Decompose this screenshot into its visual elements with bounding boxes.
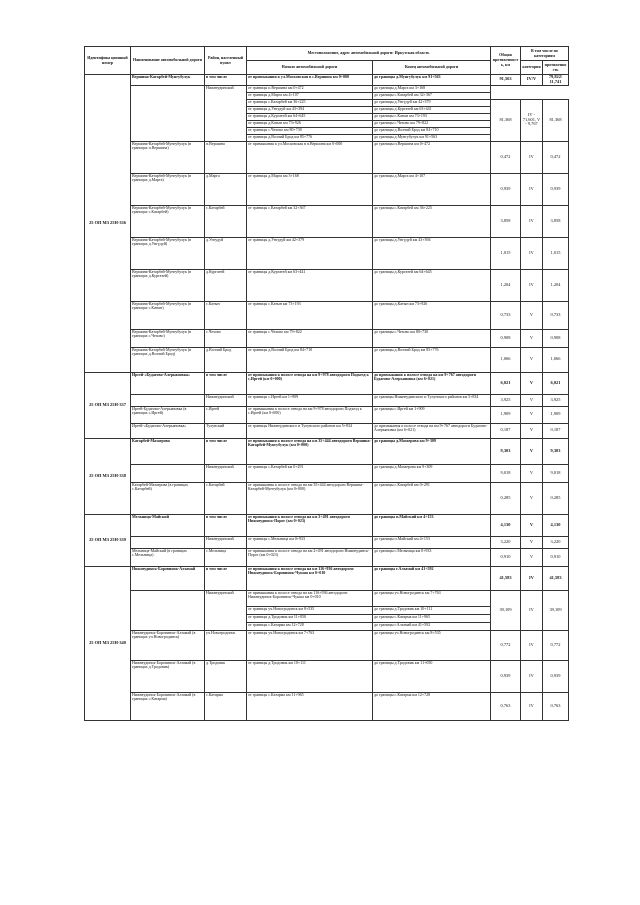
- table-row: [85, 85, 569, 92]
- header-name: Наименование автомобильной дороги: [131, 47, 205, 75]
- district: Нижнеудинский: [205, 394, 247, 406]
- district: уч.Новогродинск: [205, 630, 247, 660]
- road-name: Иргей-«Будагово-Алерьяновка»: [131, 423, 205, 438]
- table-row: [85, 394, 569, 406]
- road-end: до границы д.Марга км 4+107: [373, 173, 491, 205]
- category-length: 79,822/ 11,741: [543, 75, 569, 86]
- road-end: до границы с.Чехово км 80+730: [373, 329, 491, 347]
- table-row: [85, 269, 569, 301]
- road-start: от примыкания к полосе отвода на км 116+936 автодороги Нижнеудинск-Боровинок-Чукша км 0+010: [247, 566, 373, 590]
- road-start: от границы д.Волчий Брод км 85+776: [247, 134, 373, 141]
- category-length: 3,220: [543, 536, 569, 548]
- district: с.Чехово: [205, 329, 247, 347]
- road-id: 25 ОП МЗ 25Н-336: [85, 75, 131, 373]
- table-row: [85, 590, 569, 606]
- road-name: [131, 85, 205, 141]
- road-start: от границы с.Чехово км 80+730: [247, 127, 373, 134]
- category-length: 4,130: [543, 514, 569, 536]
- total-length: 4,130: [491, 514, 521, 536]
- road-name: [131, 464, 205, 482]
- district: д.Унгудуй: [205, 237, 247, 269]
- road-start: от примыкания к ул.Московская в п.Вершина км 0+000: [247, 141, 373, 173]
- road-id: 25 ОП МЗ 25Н-339: [85, 514, 131, 566]
- category-length: 41,583: [543, 566, 569, 590]
- road-name: Вершина-Катарбей-Мунгубулук (в границах д.Унгудуй): [131, 237, 205, 269]
- table-row: [85, 347, 569, 372]
- table-row: [85, 141, 569, 173]
- road-end: до примыкания к полосе отвода на км 9+767 автодороги Будагово-Алерьяновка (км 6+021): [373, 423, 491, 438]
- total-length: 81,368: [491, 99, 521, 141]
- total-length: 91,563: [491, 75, 521, 86]
- table-row: [85, 372, 569, 394]
- total-length: 0,772: [491, 630, 521, 660]
- category-length: 9,018: [543, 464, 569, 482]
- road-end: до границы д.Мунгубулук км 91+563: [373, 75, 491, 86]
- road-name: Нижнеудинск-Боровинок-Алзамай (в границах д.Тродовик): [131, 660, 205, 692]
- category: IV/V: [521, 75, 543, 86]
- category: V: [521, 423, 543, 438]
- category: IV: [521, 205, 543, 237]
- total-length: 0,910: [491, 548, 521, 566]
- category: V: [521, 301, 543, 329]
- district: в том числе: [205, 372, 247, 394]
- road-end: до границы с.Катарбей км 0+291: [373, 482, 491, 514]
- category-length: 1,066: [543, 347, 569, 372]
- road-end: до границы д.Мунгубулук км 91+563: [373, 134, 491, 141]
- category-length: 39,109: [543, 590, 569, 630]
- category-length: 1,015: [543, 237, 569, 269]
- category: V: [521, 438, 543, 464]
- road-name: Мельница-Майский: [131, 514, 205, 536]
- road-name: [131, 536, 205, 548]
- table-body: [85, 75, 569, 721]
- category: IV: [521, 141, 543, 173]
- category-length: 0,733: [543, 301, 569, 329]
- road-start: от границы Нижнеудинского и Тулунского районов км 5+834: [247, 423, 373, 438]
- total-length: 0,939: [491, 173, 521, 205]
- road-start: от границы д.Унгудуй км 42+379: [247, 237, 373, 269]
- road-start: от примыкания к полосе отвода на км 9+978 автодороги Подъезд к с.Иргей (км 0+000): [247, 406, 373, 423]
- road-end: до границы п.Майский км 4+153: [373, 536, 491, 548]
- total-length: 0,908: [491, 329, 521, 347]
- district: с.Катарбей: [205, 482, 247, 514]
- road-id: 25 ОП МЗ 25Н-340: [85, 566, 131, 720]
- header-end: Конец автомобильной дороги: [373, 61, 491, 75]
- table-header: [85, 47, 569, 75]
- road-end: до границы д.Унгудуй км 42+379: [373, 99, 491, 106]
- table-row: [85, 692, 569, 720]
- road-start: от границы д.Кургатей км 63+441: [247, 269, 373, 301]
- total-length: 39,109: [491, 590, 521, 630]
- total-length: 1,066: [491, 347, 521, 372]
- road-end: до границы с.Катарбей км 32+367: [373, 92, 491, 99]
- category-length: 0,908: [543, 329, 569, 347]
- header-start: Начало автомобильной дороги: [247, 61, 373, 75]
- road-start: от границы д.Марга км 4+107: [247, 92, 373, 99]
- road-start: от границы д.Кургатей км 64+645: [247, 113, 373, 120]
- road-name: Вершина-Катарбей-Мунгубулук (в границах п.Вершина): [131, 141, 205, 173]
- total-length: 3,220: [491, 536, 521, 548]
- total-length: 1,909: [491, 406, 521, 423]
- district: д.Кургатей: [205, 269, 247, 301]
- category: IV: [521, 692, 543, 720]
- road-start: от границы с.Катарбей км 36+225: [247, 99, 373, 106]
- road-name: Иргей-«Будагово-Алерьяновка»: [131, 372, 205, 394]
- road-start: от границы с.Катарма км 12+728: [247, 622, 373, 630]
- district: д.Тродовик: [205, 660, 247, 692]
- road-start: от примыкания к ул.Московская в с.Вершина км 0+000: [247, 75, 373, 86]
- road-name: [131, 590, 205, 630]
- table-row: [85, 482, 569, 514]
- road-start: от границы д.Тродовик км 10+111: [247, 660, 373, 692]
- district: Нижнеудинский: [205, 464, 247, 482]
- road-end: до границы д.Волчий Брод км 84+710: [373, 127, 491, 134]
- road-name: Нижнеудинск-Боровинок-Алзамай: [131, 566, 205, 590]
- road-start: от границы с.Катын км 73+193: [247, 301, 373, 329]
- total-length: 1,204: [491, 269, 521, 301]
- road-name: Катарбей-Мазаерова: [131, 438, 205, 464]
- road-name: Нижнеудинск-Боровинок-Алзамай (в границах с.Катарма): [131, 692, 205, 720]
- category-length: 0,772: [543, 630, 569, 660]
- district: с.Иргей: [205, 406, 247, 423]
- road-end: до границы с.Катын км 73+193: [373, 113, 491, 120]
- category: V: [521, 548, 543, 566]
- road-end: до границы д.Кургатей км 64+645: [373, 269, 491, 301]
- district: в том числе: [205, 566, 247, 590]
- road-name: Катарбей-Мазаерова (в границах с.Катарбей): [131, 482, 205, 514]
- total-length: 0,939: [491, 660, 521, 692]
- road-name: Вершина-Катарбей-Мунгубулук (в границах с.Чехово): [131, 329, 205, 347]
- document-page: [84, 46, 568, 721]
- district: Нижнеудинский: [205, 590, 247, 630]
- total-length: 3,925: [491, 394, 521, 406]
- road-name: Нижнеудинск-Боровинок-Алзамай (в границах уч.Новогродинск): [131, 630, 205, 660]
- table-row: [85, 75, 569, 86]
- category: V: [521, 329, 543, 347]
- road-start: от границы с.Катарма км 11+965: [247, 692, 373, 720]
- category-length: 0,939: [543, 173, 569, 205]
- district: Тулунский: [205, 423, 247, 438]
- total-length: 1,015: [491, 237, 521, 269]
- road-start: от границы с.Катарбей км 32+367: [247, 205, 373, 237]
- category: IV: [521, 269, 543, 301]
- road-end: до границы п.Вершина км 0+472: [373, 141, 491, 173]
- total-length: 6,021: [491, 372, 521, 394]
- total-length: 0,285: [491, 482, 521, 514]
- category: V: [521, 482, 543, 514]
- table-row: [85, 630, 569, 660]
- road-name: Вершина-Катарбей-Мунгубулук (в границах д.Марга): [131, 173, 205, 205]
- road-start: от границы д.Тродовик км 11+050: [247, 614, 373, 622]
- header-id: Идентифика ционный номер: [85, 47, 131, 75]
- table-row: [85, 548, 569, 566]
- road-end: до границы д.Волчий Брод км 85+776: [373, 347, 491, 372]
- district: Нижнеудинский: [205, 85, 247, 141]
- road-start: от примыкания к полосе отвода на км 2+491 автодороги Нижнеудинск-Порог (км 0+023): [247, 514, 373, 536]
- category-length: 9,303: [543, 438, 569, 464]
- road-end: до границы д.Мазаерова км 9+309: [373, 438, 491, 464]
- road-end: до границы с.Катарбей км 36+225: [373, 205, 491, 237]
- road-name: Вершина-Катарбей-Мунгубулук (в границах с.Катарбей): [131, 205, 205, 237]
- category-length: 0,472: [543, 141, 569, 173]
- road-id: 25 ОП МЗ 25Н-337: [85, 372, 131, 438]
- category-length: 1,204: [543, 269, 569, 301]
- table-row: [85, 237, 569, 269]
- header-incl: В том числе по категориям: [521, 47, 569, 61]
- table-row: [85, 423, 569, 438]
- district: д.Марга: [205, 173, 247, 205]
- road-name: Вершина-Катарбей-Мунгубулук (в границах д.Кургатей): [131, 269, 205, 301]
- district: с.Катарбей: [205, 205, 247, 237]
- road-id: 25 ОП МЗ 25Н-338: [85, 438, 131, 514]
- total-length: 9,018: [491, 464, 521, 482]
- road-start: от примыкания к полосе отвода на км 35+444 автодороги Вершина-Катарбей-Мунгубулук (км 0+000): [247, 482, 373, 514]
- road-start: от примыкания к полосе отвода на км 116+936 автодороги Нижнеудинск-Боровинок-Чукша км 0+010: [247, 590, 373, 606]
- road-start: от границы с.Мельница км 0+933: [247, 536, 373, 548]
- table-row: [85, 566, 569, 590]
- category: IV: [521, 630, 543, 660]
- header-cat: категория: [521, 61, 543, 75]
- category: IV - 71,601, V - 9,767: [521, 99, 543, 141]
- total-length: 0,187: [491, 423, 521, 438]
- total-length: 3,858: [491, 205, 521, 237]
- road-end: до границы с.Чехово км 79+822: [373, 120, 491, 127]
- road-end: до границы д.Катын км 73+926: [373, 301, 491, 329]
- total-length: 0,472: [491, 141, 521, 173]
- category: V: [521, 514, 543, 536]
- road-start: от границы с.Чехово км 79+822: [247, 329, 373, 347]
- road-name: Вершина-Катарбей-Мунгубулук: [131, 75, 205, 86]
- category: IV: [521, 660, 543, 692]
- category-length: 0,939: [543, 660, 569, 692]
- table-row: [85, 406, 569, 423]
- district: с.Мельница: [205, 548, 247, 566]
- road-start: от границы с.Катарбей км 0+291: [247, 464, 373, 482]
- table-row: [85, 173, 569, 205]
- header-location: Местоположение, адрес автомобильной дороги: Иркутская область: [247, 47, 491, 61]
- table-row: [85, 438, 569, 464]
- header-length: Общая протяженность, км: [491, 47, 521, 75]
- road-start: от границы уч.Новогродинск км 8+535: [247, 606, 373, 614]
- road-end: до границы д.Унгудуй км 43+394: [373, 237, 491, 269]
- category-length: 6,021: [543, 372, 569, 394]
- table-row: [85, 329, 569, 347]
- table-row: [85, 514, 569, 536]
- road-start: от границы п.Вершина км 0+472: [247, 85, 373, 92]
- district: в том числе: [205, 75, 247, 86]
- road-start: от границы д.Марга км 3+168: [247, 173, 373, 205]
- road-end: до границы с.Мельница км 0+933: [373, 548, 491, 566]
- category: IV: [521, 566, 543, 590]
- road-name: Вершина-Катарбей-Мунгубулук (в границах д.Волчий Брод): [131, 347, 205, 372]
- table-row: [85, 660, 569, 692]
- road-end: до границы Нижнеудинского и Тулунского районов км 5+834: [373, 394, 491, 406]
- total-length: 0,733: [491, 301, 521, 329]
- district: п.Вершина: [205, 141, 247, 173]
- road-name: Мельница-Майский (в границах с.Мельница): [131, 548, 205, 566]
- road-end: до границы д.Мазаерова км 9+309: [373, 464, 491, 482]
- table-row: [85, 205, 569, 237]
- road-end: до границы д.Тродовик км 10+111: [373, 606, 491, 614]
- category: V: [521, 464, 543, 482]
- header-district: Район, населенный пункт: [205, 47, 247, 75]
- total-length: 0,763: [491, 692, 521, 720]
- table-row: [85, 464, 569, 482]
- category: V: [521, 372, 543, 394]
- road-start: от границы уч.Новогродинск км 7+763: [247, 630, 373, 660]
- road-end: до границы г.Алзамай км 41+592: [373, 566, 491, 590]
- header-catlen: протяженность: [543, 61, 569, 75]
- category: V: [521, 406, 543, 423]
- category-length: 3,925: [543, 394, 569, 406]
- road-name: Иргей-Будагово-Алерьяновка (в границах с.Иргей): [131, 406, 205, 423]
- road-end: до границы д.Кургатей км 63+441: [373, 106, 491, 113]
- category-length: 0,910: [543, 548, 569, 566]
- road-end: до границы с.Катарма км 11+965: [373, 614, 491, 622]
- road-start: от границы д.Унгудуй км 43+394: [247, 106, 373, 113]
- road-end: до границы п.Майский км 4+153: [373, 514, 491, 536]
- category: IV: [521, 237, 543, 269]
- category-length: 81,368: [543, 99, 569, 141]
- table-row: [85, 301, 569, 329]
- category-length: 0,187: [543, 423, 569, 438]
- category-length: 3,858: [543, 205, 569, 237]
- road-end: до границы с.Катарма км 12+728: [373, 692, 491, 720]
- district: в том числе: [205, 438, 247, 464]
- road-start: от границы д.Катын км 73+926: [247, 120, 373, 127]
- category-length: 0,763: [543, 692, 569, 720]
- road-end: до примыкания к полосе отвода на км 9+767 автодороги Будагово-Алерьяновка (км 6+021): [373, 372, 491, 394]
- road-end: до границы д.Тродовик км 11+050: [373, 660, 491, 692]
- total-length: 41,583: [491, 566, 521, 590]
- total-length: 9,303: [491, 438, 521, 464]
- district: с.Катын: [205, 301, 247, 329]
- road-name: [131, 394, 205, 406]
- district: Нижнеудинский: [205, 536, 247, 548]
- road-end: до границы уч.Новогродинск км 7+763: [373, 590, 491, 606]
- road-name: Вершина-Катарбей-Мунгубулук (в границах с.Катын): [131, 301, 205, 329]
- district: д.Волчий Брод: [205, 347, 247, 372]
- district: в том числе: [205, 514, 247, 536]
- category: IV: [521, 590, 543, 630]
- table-row: [85, 536, 569, 548]
- road-start: от границы д.Волчий Брод км 84+710: [247, 347, 373, 372]
- road-end: до границы уч.Новогродинск км 8+535: [373, 630, 491, 660]
- category: V: [521, 536, 543, 548]
- road-end: до границы г.Алзамай км 41+592: [373, 622, 491, 630]
- category: V: [521, 394, 543, 406]
- road-start: от примыкания к полосе отвода на км 9+978 автодороги Подъезд к с.Иргей (км 0+000): [247, 372, 373, 394]
- category: IV: [521, 173, 543, 205]
- roads-table: [84, 46, 569, 721]
- road-start: от примыкания к полосе отвода на км 35+444 автодороги Вершина-Катарбей-Мунгубулук (км 0+000): [247, 438, 373, 464]
- road-end: до границы с.Иргей км 1+909: [373, 406, 491, 423]
- category-length: 1,909: [543, 406, 569, 423]
- category: V: [521, 347, 543, 372]
- road-end: до границы д.Марга км 3+168: [373, 85, 491, 92]
- road-start: от границы с.Иргей км 1+909: [247, 394, 373, 406]
- district: с.Катарма: [205, 692, 247, 720]
- category-length: 0,285: [543, 482, 569, 514]
- road-start: от примыкания к полосе отвода на км 2+491 автодороги Нижнеудинск-Порог (км 0+023): [247, 548, 373, 566]
